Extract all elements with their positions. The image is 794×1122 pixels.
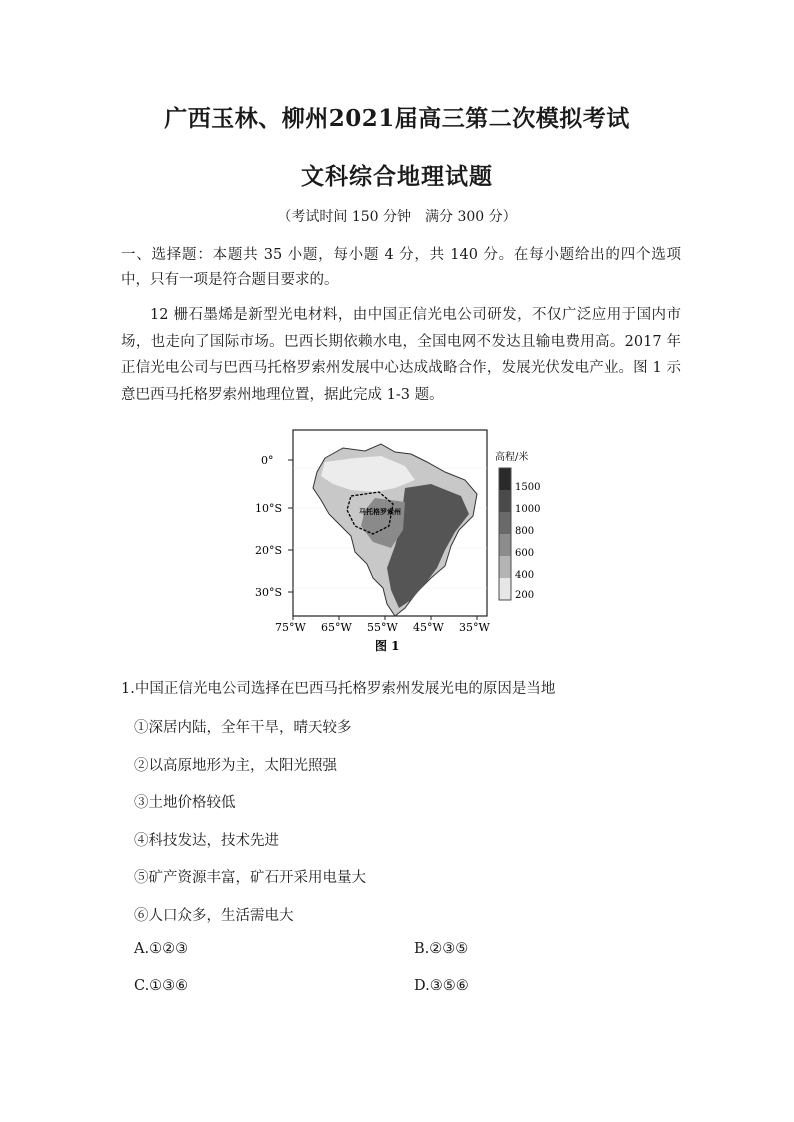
choice-c: C.①③⑥ bbox=[134, 978, 189, 994]
option-5: ⑤矿产资源丰富，矿石开采用电量大 bbox=[134, 870, 366, 886]
exam-info: （考试时间 150 分钟 满分 300 分） bbox=[277, 209, 517, 225]
lat-label-30s: 30°S bbox=[255, 586, 283, 599]
option-1: ①深居内陆，全年干旱，晴天较多 bbox=[134, 720, 352, 736]
legend-value-600: 600 bbox=[515, 548, 535, 559]
figure-1 bbox=[255, 418, 541, 658]
legend-value-1500: 1500 bbox=[515, 482, 541, 493]
exam-title: 广西玉林、柳州2021届高三第二次模拟考试 bbox=[164, 105, 630, 132]
option-6: ⑥人口众多，生活需电大 bbox=[134, 908, 294, 924]
lon-label-75w: 75°W bbox=[275, 621, 306, 634]
legend-value-200: 200 bbox=[515, 590, 535, 601]
legend-swatch-1500 bbox=[500, 469, 511, 491]
legend-swatch-600 bbox=[500, 534, 511, 556]
legend-value-800: 800 bbox=[515, 526, 535, 537]
legend-swatch-1000 bbox=[500, 490, 511, 512]
legend-value-400: 400 bbox=[515, 570, 535, 581]
lon-label-65w: 65°W bbox=[321, 621, 352, 634]
state-label: 马托格罗索州 bbox=[359, 507, 401, 516]
lat-label-0: 0° bbox=[261, 454, 274, 467]
legend-swatch-400 bbox=[500, 556, 511, 578]
lon-label-45w: 45°W bbox=[413, 621, 444, 634]
legend-swatch-800 bbox=[500, 512, 511, 534]
section-heading: 一、选择题：本题共 35 小题，每小题 4 分，共 140 分。在每小题给出的四个选项中，只有一项是符合题目要求的。 bbox=[121, 247, 681, 288]
lat-label-10s: 10°S bbox=[255, 502, 283, 515]
figure-caption: 图 1 bbox=[375, 639, 400, 653]
choice-b: B.②③⑤ bbox=[414, 941, 469, 957]
option-3: ③土地价格较低 bbox=[134, 795, 236, 811]
lon-label-55w: 55°W bbox=[367, 621, 398, 634]
option-2: ②以高原地形为主，太阳光照强 bbox=[134, 758, 337, 774]
brazil-map-figure bbox=[255, 418, 541, 658]
choice-d: D.③⑤⑥ bbox=[414, 978, 469, 994]
paper-subtitle: 文科综合地理试题 bbox=[301, 163, 493, 190]
legend-value-1000: 1000 bbox=[515, 504, 541, 515]
lat-label-20s: 20°S bbox=[255, 544, 283, 557]
reading-passage: 12 栅石墨烯是新型光电材料，由中国正信光电公司研发，不仅广泛应用于国内市场，也走向了国际市场。巴西长期依赖水电，全国电网不发达且输电费用高。2017 年正信光电公司与巴西马托格罗索州发展中心达成战略合作，发展光伏发电产业。图 1 示意巴西马托格罗索州地理位置，据此完成 1-3 题。 bbox=[121, 307, 681, 403]
legend-swatch-200 bbox=[500, 578, 511, 600]
choice-a: A.①②③ bbox=[134, 941, 189, 957]
question-1-stem: 1.中国正信光电公司选择在巴西马托格罗索州发展光电的原因是当地 bbox=[121, 681, 556, 697]
legend-title: 高程/米 bbox=[495, 452, 529, 463]
lon-label-35w: 35°W bbox=[459, 621, 490, 634]
option-4: ④科技发达，技术先进 bbox=[134, 833, 279, 849]
